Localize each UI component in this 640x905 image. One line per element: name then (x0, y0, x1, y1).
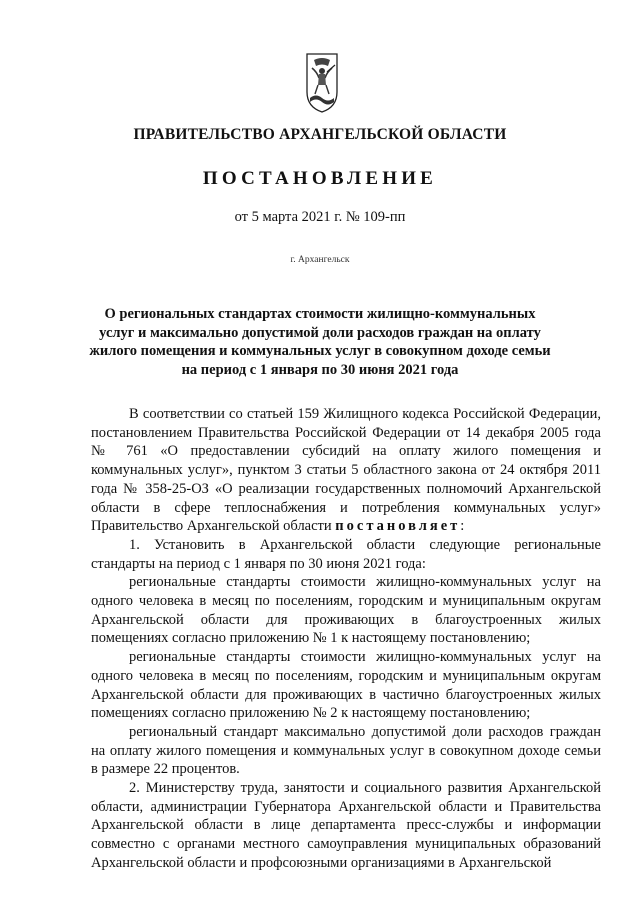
paragraph-2: 2. Министерству труда, занятости и социального развития Архангельской области, администрации Губернатора Архангельской области и Правительства Архангельской области в лице департамента пресс-службы и информации совместно с органами местного самоуправления муниципальных образований Архангельской области и профсоюзными организациями в Архангельской (91, 780, 601, 871)
government-name: ПРАВИТЕЛЬСТВО АРХАНГЕЛЬСКОЙ ОБЛАСТИ (133, 126, 507, 143)
resolution-subject (80, 305, 560, 379)
document-body (91, 405, 601, 873)
document-type-title: ПОСТАНОВЛЕНИЕ (202, 168, 438, 189)
subject-line: услуг и максимально допустимой доли расходов граждан на оплату (99, 324, 541, 341)
paragraph-1a: региональные стандарты стоимости жилищно-коммунальных услуг на одного человека в месяц по поселениям, городским и муниципальным округам Архангельской области для проживающих в благоустроенных жилых помещениях согласно приложению № 1 к настоящему постановлению; (91, 574, 601, 647)
resolves-colon: : (460, 518, 465, 535)
paragraph-1c: региональный стандарт максимально допустимой доли расходов граждан на оплату жилого помещения и коммунальных услуг в совокупном доходе семьи в размере 22 процентов. (91, 723, 601, 778)
paragraph-1b: региональные стандарты стоимости жилищно-коммунальных услуг на одного человека в месяц по поселениям, городским и муниципальным округам Архангельской области для проживающих в частично благоустроенных жилых помещениях согласно приложению № 2 к настоящему постановлению; (91, 649, 601, 722)
subject-line: жилого помещения и коммунальных услуг в совокупном доходе семьи (89, 343, 551, 359)
preamble-text: В соответствии со статьей 159 Жилищного кодекса Российской Федерации, постановлением Правительства Российской Федерации от 14 декабря 2005 года № 761 «О предоставлении субсидий на оплату жилого помещения и коммунальных услуг», пунктом 3 статьи 5 областного закона от 24 октября 2011 года № 358-25-ОЗ «О реализации государственных полномочий Архангельской области в сфере теплоснабжения и потребления коммунальных услуг» Правительство Архангельской области (91, 406, 601, 535)
subject-line: на период с 1 января по 30 июня 2021 года (181, 361, 459, 378)
coat-of-arms-emblem (304, 52, 340, 114)
subject-line: О региональных стандартах стоимости жилищно-коммунальных (104, 306, 536, 322)
paragraph-1: 1. Установить в Архангельской области следующие региональные стандарты на период с 1 января по 30 июня 2021 года: (91, 536, 601, 572)
date-and-number: от 5 марта 2021 г. № 109-пп (234, 209, 406, 225)
city-name: г. Архангельск (290, 255, 350, 265)
resolves-word: постановляет (335, 518, 461, 535)
preamble-paragraph (91, 405, 601, 536)
